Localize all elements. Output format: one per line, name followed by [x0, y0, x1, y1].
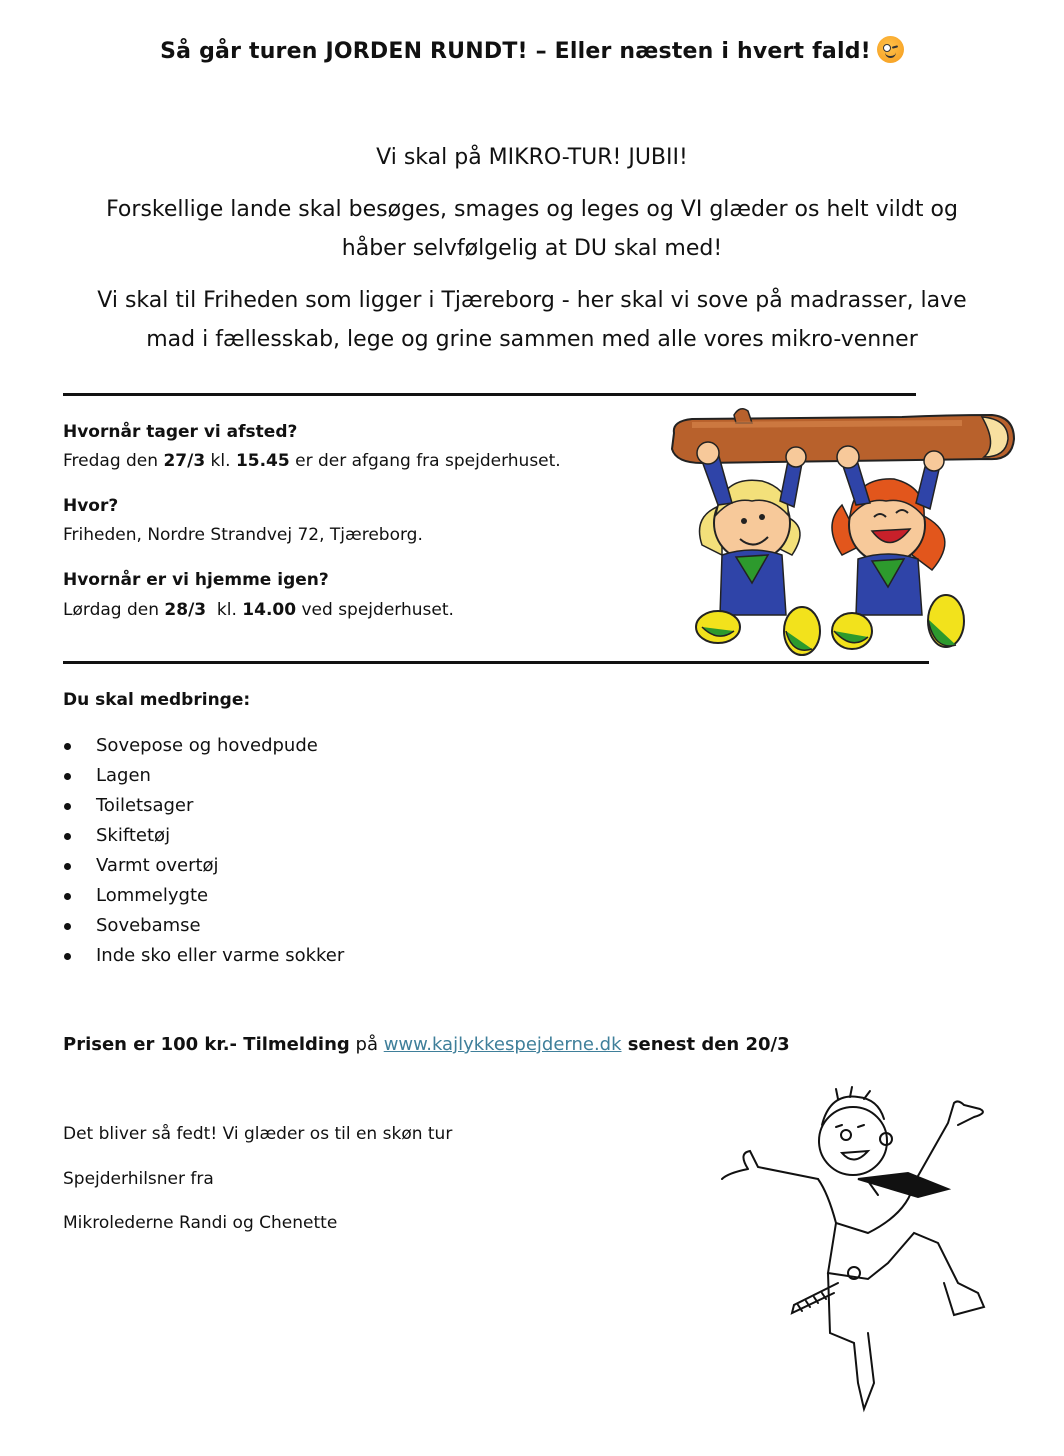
price-text: Prisen er 100 kr.- Tilmelding — [63, 1034, 350, 1055]
departure-date: 27/3 — [163, 451, 206, 471]
intro-paragraph-line: mad i fællesskab, lege og grine sammen med alle vores mikro-venner — [146, 327, 918, 352]
jumping-scout-illustration — [718, 1083, 998, 1415]
page-title — [0, 36, 1064, 64]
return-question: Hvornår er vi hjemme igen? — [63, 570, 329, 590]
list-item — [63, 793, 344, 823]
packing-list — [63, 733, 344, 973]
list-item — [63, 883, 344, 913]
list-item-text: Inde sko eller varme sokker — [96, 945, 345, 966]
list-item-text: Lagen — [96, 765, 151, 786]
list-item — [63, 853, 344, 883]
text: kl. — [205, 451, 236, 471]
bullet-icon — [64, 833, 71, 840]
location-question: Hvor? — [63, 496, 119, 516]
greeting-line: Spejderhilsner fra — [63, 1169, 214, 1189]
return-answer — [63, 600, 454, 620]
closing-line: Det bliver så fedt! Vi glæder os til en skøn tur — [63, 1124, 453, 1144]
text: på — [349, 1034, 384, 1055]
departure-question: Hvornår tager vi afsted? — [63, 422, 298, 442]
text: ved spejderhuset. — [296, 600, 454, 620]
list-item — [63, 913, 344, 943]
bullet-icon — [64, 743, 71, 750]
intro-paragraph-line: Forskellige lande skal besøges, smages og leges og VI glæder os helt vildt og — [106, 197, 958, 222]
text: Lørdag den — [63, 600, 165, 620]
bullet-icon — [64, 803, 71, 810]
text: er der afgang fra spejderhuset. — [289, 451, 561, 471]
bullet-icon — [64, 773, 71, 780]
price-line — [63, 1034, 790, 1055]
signature-line: Mikrolederne Randi og Chenette — [63, 1213, 338, 1233]
text: kl. — [206, 600, 243, 620]
list-item-text: Lommelygte — [96, 885, 209, 906]
departure-answer — [63, 451, 561, 471]
bullet-icon — [64, 863, 71, 870]
intro-paragraph-line: håber selvfølgelig at DU skal med! — [341, 236, 723, 261]
bullet-icon — [64, 893, 71, 900]
location-answer: Friheden, Nordre Strandvej 72, Tjæreborg. — [63, 525, 423, 545]
return-time: 14.00 — [242, 600, 297, 620]
divider — [63, 661, 929, 664]
list-item-text: Sovebamse — [96, 915, 201, 936]
list-item — [63, 733, 344, 763]
packing-heading: Du skal medbringe: — [63, 690, 251, 710]
list-item-text: Sovepose og hovedpude — [96, 735, 318, 756]
deadline-text: senest den 20/3 — [621, 1034, 790, 1055]
list-item — [63, 823, 344, 853]
bullet-icon — [64, 923, 71, 930]
list-item — [63, 763, 344, 793]
list-item-text: Toiletsager — [96, 795, 194, 816]
list-item-text: Skiftetøj — [96, 825, 171, 846]
signup-link[interactable]: www.kajlykkespejderne.dk — [383, 1034, 622, 1055]
intro-paragraph-line: Vi skal til Friheden som ligger i Tjæreborg - her skal vi sove på madrasser, lave — [97, 288, 967, 313]
scouts-carrying-log-illustration — [662, 405, 1022, 657]
page-title-text: Så går turen JORDEN RUNDT! – Eller næsten i hvert fald! — [160, 39, 871, 64]
divider — [63, 393, 916, 396]
departure-time: 15.45 — [235, 451, 290, 471]
intro-heading: Vi skal på MIKRO-TUR! JUBII! — [376, 145, 688, 170]
bullet-icon — [64, 953, 71, 960]
return-date: 28/3 — [164, 600, 207, 620]
list-item-text: Varmt overtøj — [96, 855, 219, 876]
list-item — [63, 943, 344, 973]
winking-face-icon — [877, 36, 904, 63]
text: Fredag den — [63, 451, 164, 471]
